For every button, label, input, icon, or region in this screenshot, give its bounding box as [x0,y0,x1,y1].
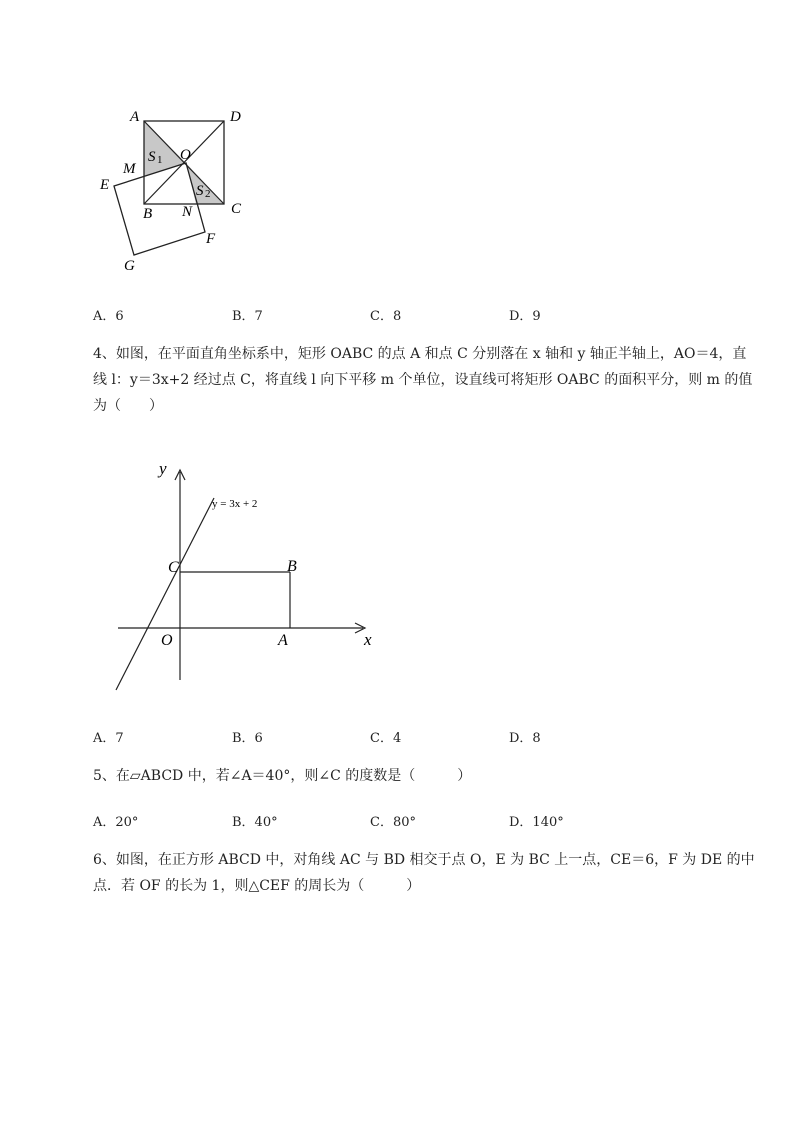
q5-option-d: D．140° [509,815,564,830]
q3-option-a: A．6 [93,309,124,324]
label-n: N [182,204,193,220]
q6-line-2: 点．若 OF 的长为 1，则△CEF 的周长为（ ） [93,878,421,894]
figure-coordinate-plane [108,450,388,695]
label-s2-sub: 2 [205,188,211,200]
label-c: C [168,559,179,576]
q3-option-b: B．7 [232,309,263,324]
label-c: C [231,201,242,217]
label-m: M [123,161,136,177]
q4-option-a: A．7 [93,731,124,746]
q5-option-c: C．80° [370,815,416,830]
line-l [116,498,214,690]
q4-line-3: 为（ ） [93,398,163,414]
q3-option-c: C．8 [370,309,402,324]
label-s1-sub: 1 [157,154,163,166]
q4-line-1: 4、如图，在平面直角坐标系中，矩形 OABC 的点 A 和点 C 分别落在 x 轴和 y 轴正半轴上，AO＝4，直 [93,346,747,362]
q3-option-d: D．9 [509,309,541,324]
label-g: G [124,258,135,274]
question-4 [93,341,753,419]
label-f: F [206,231,216,247]
q4-option-b: B．6 [232,731,263,746]
q4-option-d: D．8 [509,731,541,746]
label-d: D [230,109,241,125]
label-a: A [278,632,288,649]
label-o: O [180,147,191,163]
label-line-equation: y = 3x + 2 [212,498,258,510]
q4-line-2: 线 l：y＝3x+2 经过点 C，将直线 l 向下平移 m 个单位，设直线可将矩形 OABC 的面积平分，则 m 的值 [93,372,753,388]
figure-squares [90,100,260,280]
q5-option-b: B．40° [232,815,278,830]
label-s1: S [148,149,156,165]
question-6 [93,847,755,899]
label-b: B [287,558,297,575]
label-s2: S [196,183,204,199]
q6-line-1: 6、如图，在正方形 ABCD 中，对角线 AC 与 BD 相交于点 O，E 为 BC 上一点，CE＝6，F 为 DE 的中 [93,852,755,868]
label-x-axis: x [364,630,372,649]
label-o: O [161,632,173,649]
q5-option-a: A．20° [93,815,139,830]
label-e: E [100,177,110,193]
question-5 [93,763,733,789]
label-b: B [143,206,153,222]
label-a: A [130,109,140,125]
q5-text: 5、在▱ABCD 中，若∠A＝40°，则∠C 的度数是（ ） [93,768,472,784]
q4-option-c: C．4 [370,731,402,746]
label-y-axis: y [159,459,167,478]
